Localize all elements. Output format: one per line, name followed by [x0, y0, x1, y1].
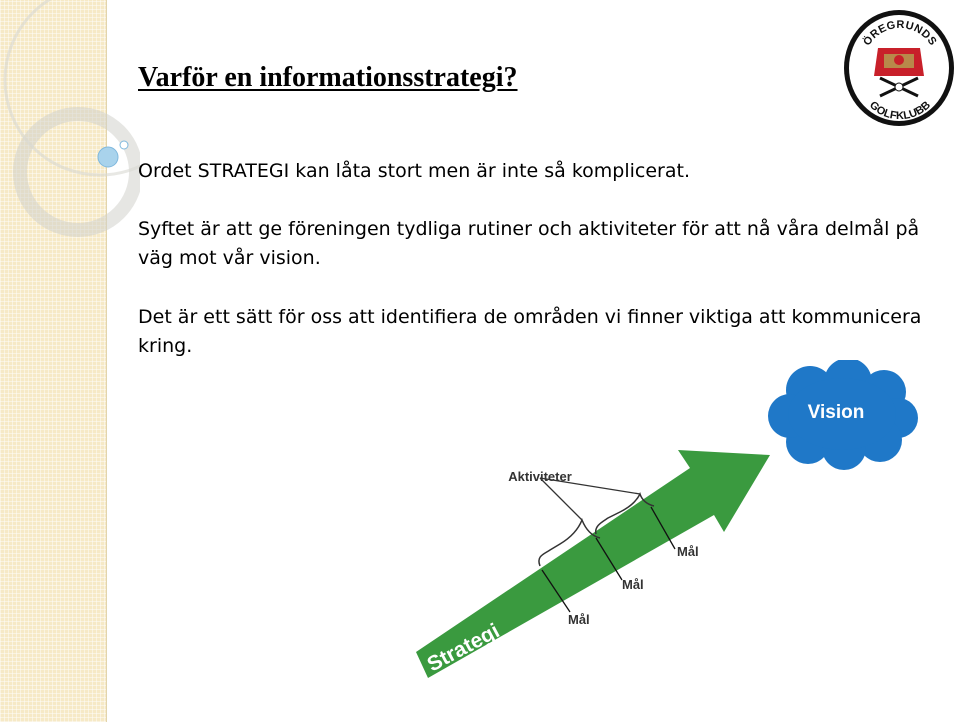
- activities-label: Aktiviteter: [508, 469, 572, 484]
- arrow-label: Strategi: [423, 619, 504, 677]
- page-title: Varför en informationsstrategi?: [138, 62, 518, 93]
- logo-top-text: ÖREGRUNDS: [861, 18, 939, 48]
- club-logo: [842, 6, 956, 130]
- vision-label: Vision: [807, 402, 865, 423]
- decorative-circles: [0, 0, 140, 250]
- strategy-diagram: [410, 360, 930, 700]
- paragraph-3: Det är ett sätt för oss att identifiera de områden vi finner viktiga att kommunicera kring.: [138, 306, 922, 357]
- paragraph-2: Syftet är att ge föreningen tydliga rutiner och aktiviteter för att nå våra delmål på väg mot vår vision.: [138, 218, 920, 269]
- goal-label-2: Mål: [622, 577, 644, 592]
- paragraph-1: Ordet STRATEGI kan låta stort men är inte så komplicerat.: [138, 160, 691, 182]
- goal-label-1: Mål: [568, 612, 590, 627]
- goal-label-3: Mål: [677, 544, 699, 559]
- logo-bottom-text: GOLFKLUBB: [867, 99, 933, 123]
